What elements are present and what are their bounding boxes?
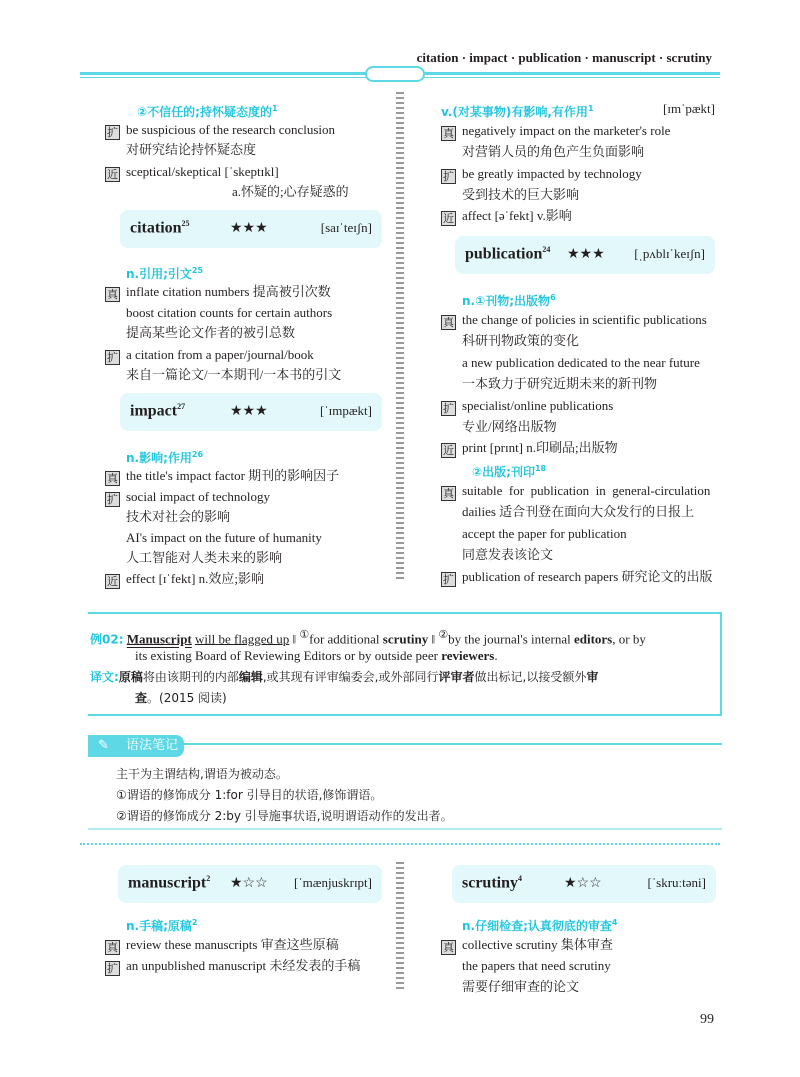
sense-text: ②不信任的;持怀疑态度的 [137, 105, 272, 119]
entry-text: 人工智能对人类未来的影响 [126, 550, 283, 565]
entry-line [232, 183, 349, 201]
entry-line [441, 397, 613, 416]
translation-line-1: 译文:原稿将由该期刊的内部编辑,或其现有评审编委会,或外部同行评审者做出标记,以接受额外审 [90, 670, 599, 684]
frequency-sup: 6 [550, 293, 556, 302]
entry-text: a.怀疑的;心存疑惑的 [232, 184, 349, 199]
star-rating: ★★★ [230, 221, 268, 236]
headword-impact [120, 393, 382, 431]
entry-text: effect [ɪˈfekt] n.效应;影响 [126, 571, 265, 586]
label-real-exam-icon: 真 [107, 941, 118, 954]
grammar-bottom-rule [88, 828, 722, 830]
label-extension-icon: 扩 [107, 493, 118, 506]
sense-line [126, 914, 197, 935]
entry-text: social impact of technology [126, 489, 271, 504]
sense-definition [462, 919, 617, 933]
entry-text: boost citation counts for certain authors [126, 305, 333, 320]
entry-line [462, 525, 627, 543]
label-extension-icon: 扩 [443, 402, 454, 415]
sense-line [462, 914, 617, 935]
entry-text: publication of research papers 研究论文的出版 [462, 569, 713, 584]
sense-definition [441, 105, 594, 119]
label-extension-icon: 扩 [443, 573, 454, 586]
entry-line [441, 311, 707, 330]
entry-line [105, 121, 335, 140]
entry-line [462, 546, 553, 564]
entry-text: inflate citation numbers 提高被引次数 [126, 284, 331, 299]
star-rating: ★☆☆ [230, 876, 268, 891]
sense-definition [462, 294, 556, 308]
entry-text: the change of policies in scientific publications [462, 312, 707, 327]
entry-text: print [prɪnt] n.印刷品;出版物 [462, 440, 618, 455]
sense-line [441, 100, 715, 121]
sense-line [472, 460, 546, 481]
column-divider-bottom [396, 862, 404, 992]
entry-line [441, 122, 670, 141]
sense-line [137, 100, 278, 121]
sense-text: n.仔细检查;认真彻底的审查 [462, 919, 612, 933]
entry-text: 同意发表该论文 [462, 547, 554, 562]
entry-line [126, 508, 230, 526]
entry-text: affect [əˈfekt] v.影响 [462, 208, 572, 223]
label-extension-icon: 扩 [107, 962, 118, 975]
entry-text: 专业/网络出版物 [462, 419, 557, 434]
entry-text: 技术对社会的影响 [126, 509, 231, 524]
frequency-sup: 1 [587, 104, 594, 113]
frequency-sup: 2 [191, 918, 198, 927]
sense-line [462, 289, 556, 310]
entry-line [462, 332, 579, 350]
entry-text: 受到技术的巨大影响 [462, 187, 580, 202]
entry-text: negatively impact on the marketer's role [462, 123, 671, 138]
entry-text: dailies 适合刊登在面向大众发行的日报上 [462, 504, 695, 519]
section-separator [80, 843, 720, 845]
entry-line [441, 207, 572, 226]
headword-manuscript [118, 865, 382, 903]
label-real-exam-icon: 真 [443, 127, 454, 140]
entry-line [126, 141, 256, 159]
sense-text: v.(对某事物)有影响,有作用 [441, 105, 588, 119]
entry-text: AI's impact on the future of humanity [126, 530, 322, 545]
entry-text: the title's impact factor 期刊的影响因子 [126, 468, 340, 483]
label-synonym-icon: 近 [443, 444, 454, 457]
headword: manuscript$^2$ [128, 874, 211, 892]
entry-line [441, 482, 710, 501]
pen-icon: ✎ [98, 738, 109, 753]
running-header: citation · impact · publication · manuscript · scrutiny [416, 50, 712, 65]
entry-text: the papers that need scrutiny [462, 958, 611, 973]
entry-text: 一本致力于研究近期未来的新刊物 [462, 376, 658, 391]
entry-line [105, 570, 264, 589]
label-real-exam-icon: 真 [443, 487, 454, 500]
phonetic: [ˈmænjuskrɪpt] [294, 875, 372, 890]
example-sentence-line-2: its existing Board of Reviewing Editors or by outside peer reviewers. [135, 648, 498, 663]
grammar-note: ①谓语的修饰成分 1:for 引导目的状语,修饰谓语。 [116, 788, 383, 802]
entry-line [462, 143, 644, 161]
entry-text: suitable for publication in general-circulation [462, 483, 711, 498]
sense-line [126, 262, 203, 283]
phonetic: [ˈɪmpækt] [320, 403, 372, 418]
header-ornament [365, 66, 425, 82]
entry-line [105, 957, 360, 976]
entry-text: 对营销人员的角色产生负面影响 [462, 144, 645, 159]
entry-line [462, 186, 579, 204]
entry-text: 科研刊物政策的变化 [462, 333, 580, 348]
entry-line [441, 568, 713, 587]
sense-text: n.①刊物;出版物 [462, 294, 551, 308]
phonetic: [ɪmˈpækt] [663, 101, 715, 116]
headword: scrutiny$^4$ [462, 874, 522, 892]
sense-definition [126, 267, 203, 281]
label-synonym-icon: 近 [443, 212, 454, 225]
sense-definition [126, 451, 203, 465]
sense-line [126, 446, 203, 467]
entry-line [126, 549, 282, 567]
grammar-note: ②谓语的修饰成分 2:by 引导施事状语,说明谓语动作的发出者。 [116, 809, 453, 823]
star-rating: ★☆☆ [564, 876, 602, 891]
entry-text: 来自一篇论文/一本期刊/一本书的引文 [126, 367, 342, 382]
page-number: 99 [700, 1012, 714, 1027]
entry-text: 需要仔细审查的论文 [462, 979, 580, 994]
entry-text: be greatly impacted by technology [462, 166, 642, 181]
translation-line-2: 查。(2015 阅读) [135, 691, 227, 705]
sense-text: ②出版;刊印 [472, 465, 535, 479]
sense-text: n.影响;作用 [126, 451, 192, 465]
entry-line [105, 936, 339, 955]
grammar-note: 主干为主谓结构,谓语为被动态。 [116, 767, 288, 781]
entry-text: 提高某些论文作者的被引总数 [126, 325, 296, 340]
example-sentence-line-1: 例02: Manuscript will be flagged up ‖ ①for additional scrutiny ‖ ②by the journal's internal editors, or by [90, 629, 646, 647]
entry-text: review these manuscripts 审查这些原稿 [126, 937, 339, 952]
entry-line [441, 936, 613, 955]
entry-line [105, 467, 339, 486]
star-rating: ★★★ [230, 404, 268, 419]
entry-text: be suspicious of the research conclusion [126, 122, 336, 137]
grammar-rule [184, 743, 722, 745]
sense-definition [472, 465, 546, 479]
entry-line [462, 978, 579, 996]
phonetic: [ˌpʌblɪˈkeɪʃn] [634, 246, 705, 261]
entry-text: accept the paper for publication [462, 526, 627, 541]
entry-line [441, 165, 642, 184]
entry-line [126, 529, 322, 547]
frequency-sup: 18 [534, 464, 547, 473]
column-divider [396, 92, 404, 582]
entry-line [462, 503, 694, 521]
label-synonym-icon: 近 [107, 575, 118, 588]
entry-line [462, 354, 700, 372]
grammar-notes-label: ✎ 语法笔记 [88, 735, 184, 757]
frequency-sup: 1 [271, 104, 278, 113]
entry-line [126, 324, 295, 342]
entry-text: 对研究结论持怀疑态度 [126, 142, 257, 157]
sense-definition [126, 919, 197, 933]
label-extension-icon: 扩 [443, 170, 454, 183]
entry-line [462, 957, 611, 975]
frequency-sup: 4 [611, 918, 618, 927]
headword-scrutiny [452, 865, 716, 903]
label-extension-icon: 扩 [107, 126, 118, 139]
entry-text: a new publication dedicated to the near future [462, 355, 700, 370]
entry-text: a citation from a paper/journal/book [126, 347, 314, 362]
headword-citation [120, 210, 382, 248]
entry-line [126, 304, 332, 322]
entry-line [441, 439, 618, 458]
entry-text: specialist/online publications [462, 398, 614, 413]
star-rating: ★★★ [567, 247, 605, 262]
label-real-exam-icon: 真 [107, 288, 118, 301]
entry-text: an unpublished manuscript 未经发表的手稿 [126, 958, 361, 973]
sense-text: n.手稿;原稿 [126, 919, 192, 933]
entry-line [105, 283, 331, 302]
entry-line [105, 346, 314, 365]
headword-publication [455, 236, 715, 274]
headword: publication$^{24}$ [465, 245, 551, 263]
entry-line [462, 375, 657, 393]
entry-text: collective scrutiny 集体审查 [462, 937, 613, 952]
entry-line [105, 488, 270, 507]
frequency-sup: 26 [191, 450, 204, 459]
entry-line [462, 418, 557, 436]
phonetic: [ˈskruːtəni] [647, 875, 706, 890]
entry-text: sceptical/skeptical [ˈskeptɪkl] [126, 164, 279, 179]
label-real-exam-icon: 真 [443, 316, 454, 329]
label-real-exam-icon: 真 [107, 472, 118, 485]
headword: impact$^{27}$ [130, 402, 186, 420]
headword: citation$^{25}$ [130, 219, 190, 237]
entry-line [126, 366, 341, 384]
entry-line [105, 163, 279, 182]
phonetic: [saɪˈteɪʃn] [320, 220, 372, 235]
label-synonym-icon: 近 [107, 168, 118, 181]
frequency-sup: 25 [191, 266, 204, 275]
label-real-exam-icon: 真 [443, 941, 454, 954]
sense-text: n.引用;引文 [126, 267, 192, 281]
sense-definition [137, 105, 278, 119]
label-extension-icon: 扩 [107, 351, 118, 364]
